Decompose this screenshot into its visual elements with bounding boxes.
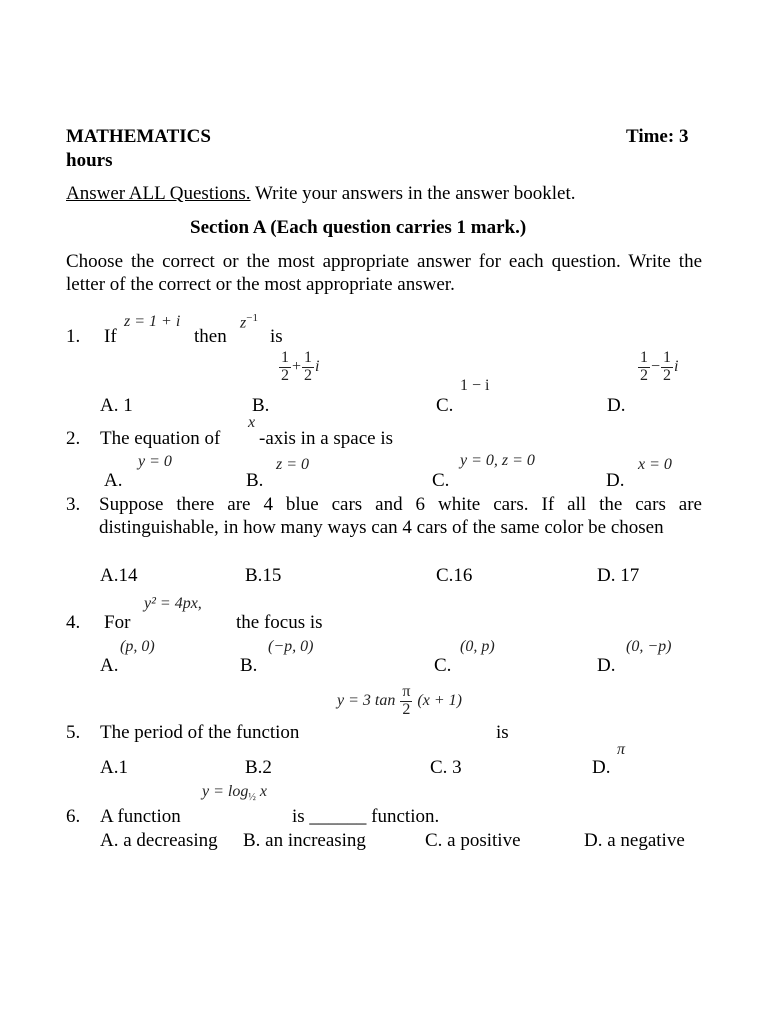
option-d: D. 17 (597, 565, 640, 586)
question-text: -axis in a space is (259, 428, 394, 449)
option-a: A. (104, 470, 123, 491)
question-number: 4. (66, 612, 81, 633)
math-expression: z (240, 314, 247, 332)
math-expression: (0, p) (460, 638, 495, 655)
math-expression (124, 312, 180, 331)
option-d: D. (607, 395, 626, 416)
math-expression: (0, −p) (626, 638, 672, 655)
section-title: Section A (Each question carries 1 mark.) (190, 217, 527, 238)
option-c: C. (434, 655, 452, 676)
question-text: the focus is (236, 612, 323, 633)
option-a: A. 1 (100, 395, 133, 416)
instruction-line (66, 183, 576, 206)
math-expression: z = 0 (276, 456, 310, 473)
question-number: 3. (66, 494, 81, 515)
fraction-denominator: 2 (663, 366, 672, 384)
fraction-denominator: 2 (304, 366, 313, 384)
option-a-expression (120, 637, 155, 656)
math-expression: i (315, 357, 320, 375)
math-expression: x (248, 414, 256, 431)
math-expression: y² = 4px, (144, 595, 202, 612)
option-b: B. an increasing (243, 830, 366, 851)
option-d-expression (617, 740, 625, 759)
math-expression: y = 0, z = 0 (460, 452, 535, 469)
math-expression: y = log (202, 783, 249, 800)
math-expression: π (617, 741, 626, 758)
option-c: C. a positive (425, 830, 521, 851)
math-expression (202, 782, 267, 804)
question-number: 5. (66, 722, 81, 743)
option-a: A. a decreasing (100, 830, 218, 851)
question-text: is (496, 722, 509, 743)
fraction-numerator: 1 (640, 349, 648, 366)
option-b: B. (246, 470, 264, 491)
option-a: A.14 (100, 565, 138, 586)
question-text: For (104, 612, 131, 633)
math-expression: i (674, 357, 679, 375)
exam-time: Time: 3 (626, 126, 689, 147)
fraction-numerator: 1 (281, 349, 289, 366)
option-c-expression (460, 451, 535, 470)
question-text: The period of the function (100, 722, 300, 743)
option-d: D. (597, 655, 616, 676)
fraction-numerator: 1 (304, 349, 313, 366)
math-subscript: ½ (248, 792, 256, 804)
question-text: is (270, 326, 283, 347)
question-text: is ______ function. (292, 806, 440, 827)
math-expression (144, 594, 202, 613)
option-b: B.2 (245, 757, 272, 778)
option-c: C. (436, 395, 454, 416)
math-operator: − (651, 357, 661, 375)
instruction-rest: Write your answers in the answer booklet. (250, 183, 576, 204)
option-b: B.15 (245, 565, 282, 586)
math-operator: + (292, 357, 302, 375)
question-text: Suppose there are 4 blue cars and 6 white cars. If all the cars are distinguishable, in how many ways can 4 cars of the same color be chosen (99, 494, 702, 538)
fraction-numerator: 1 (663, 349, 672, 366)
option-d: D. a negative (584, 830, 685, 851)
option-b-expression (276, 455, 309, 474)
option-c-expression (460, 637, 495, 656)
option-b: B. (252, 395, 270, 416)
math-expression: (x + 1) (417, 691, 462, 709)
option-d-expression (638, 455, 672, 474)
option-b-expression (278, 350, 319, 385)
option-d-expression (626, 637, 671, 656)
directions: Choose the correct or the most appropriate answer for each question. Write the letter of the correct or the most appropriate answer. (66, 251, 702, 295)
math-expression: (p, 0) (120, 638, 155, 655)
option-a: A.1 (100, 757, 128, 778)
question-number: 6. (66, 806, 81, 827)
option-b-expression (268, 637, 313, 656)
math-expression (337, 684, 462, 719)
math-expression: x = 0 (638, 456, 672, 473)
question-number: 1. (66, 326, 81, 347)
question-text: then (194, 326, 227, 347)
math-expression: (−p, 0) (268, 638, 314, 655)
option-c: C.16 (436, 565, 473, 586)
question-number: 2. (66, 428, 81, 449)
math-exponent: −1 (246, 312, 258, 324)
fraction-denominator: 2 (281, 366, 289, 384)
option-c-expression: 1 − i (460, 377, 490, 394)
option-d: D. (606, 470, 625, 491)
exam-time-hours: hours (66, 150, 113, 171)
question-text: The equation of (100, 428, 221, 449)
option-a: A. (100, 655, 119, 676)
math-expression: y = 3 tan (337, 691, 396, 709)
math-expression: z = 1 + i (124, 313, 181, 330)
math-expression (240, 312, 258, 333)
option-c: C. 3 (430, 757, 462, 778)
question-text: A function (100, 806, 181, 827)
option-d: D. (592, 757, 611, 778)
exam-subject: MATHEMATICS (66, 126, 211, 147)
instruction-lead: Answer ALL Questions. (66, 183, 251, 204)
fraction-denominator: 2 (640, 366, 648, 384)
option-a-expression (138, 452, 172, 471)
math-expression: y = 0 (138, 453, 172, 470)
math-expression: x (259, 783, 267, 800)
option-b: B. (240, 655, 258, 676)
option-d-expression (637, 350, 678, 385)
question-text: If (104, 326, 117, 347)
option-c: C. (432, 470, 450, 491)
fraction-denominator: 2 (402, 700, 411, 718)
fraction-numerator: π (402, 683, 411, 700)
math-expression (248, 413, 255, 432)
